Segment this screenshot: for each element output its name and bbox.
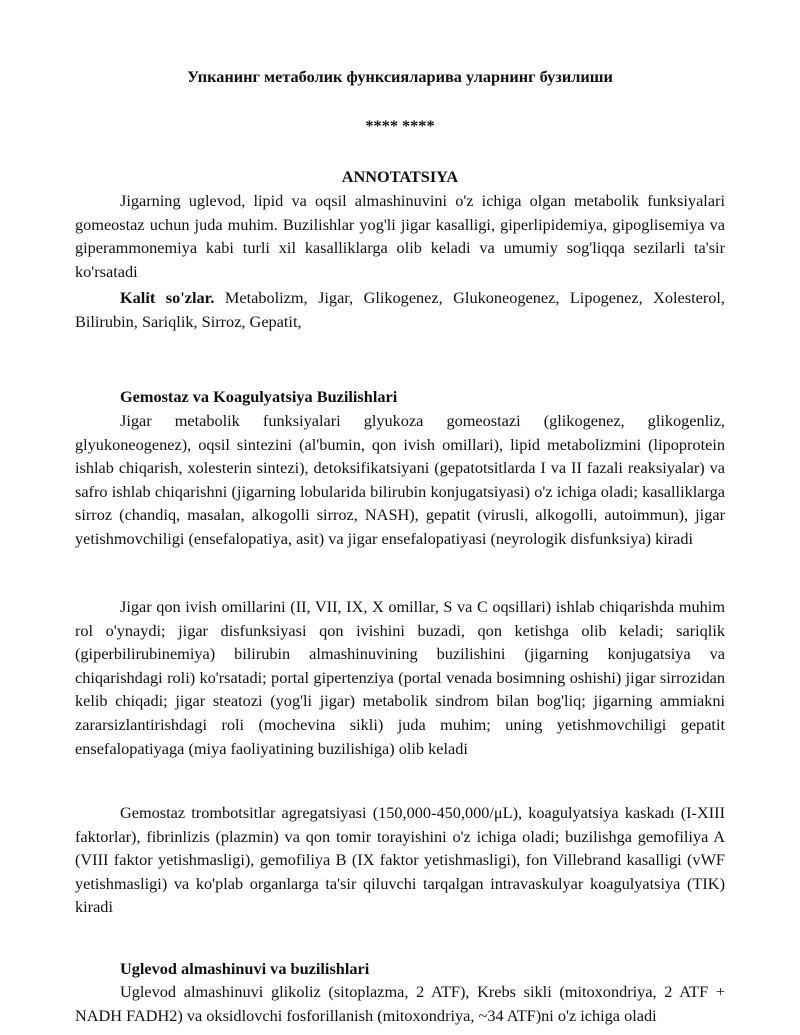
- section-heading-carbohydrate: Uglevod almashinuvi va buzilishlari: [120, 959, 370, 978]
- section-paragraph: Jigar qon ivish omillarini (II, VII, IX, X omillar, S va C oqsillari) ishlab chiqarishda muhim rol o'ynaydi; jigar disfunksiyasi qon ivishini buzadi, qon ketishga olib keladi; sariqlik (giperbilirubinemiya) bilirubin almashinuvining buzilishini (jigarning konjugatsiya va chiqarishdagi roli) ko'rsatadi; portal gipertenziya (portal venada bosimning oshishi) jigar sirrozidan kelib chiqadi; jigar steatozi (yog'li jigar) metabolik sindrom bilan bog'liq; jigarning ammiakni zararsizlantirishdagi roli (mochevina sikli) juda muhim; uning yetishmovchiligi gepatit ensefalopatiyaga (miya faoliyatining buzilishiga) olib keladi: [75, 597, 725, 758]
- annotation-text: Jigarning uglevod, lipid va oqsil almashinuvini o'z ichiga olgan metabolik funksiyalari gomeostaz uchun juda muhim. Buzilishlar yog'li jigar kasalligi, giperlipidemiya, gipoglisemiya va giperammonemiya kabi turli xil kasalliklarga olib keladi va umumiy sog'liqqa sezilarli ta'sir ko'rsatadi: [75, 191, 725, 281]
- section-heading-hemostasis: Gemostaz va Koagulyatsiya Buzilishlari: [120, 387, 398, 406]
- section-paragraph: Gemostaz trombotsitlar agregatsiyasi (150,000-450,000/μL), koagulyatsiya kaskadı (I-XIII faktorlar), fibrinlizis (plazmin) va qon tomir torayishini o'z ichiga oladi; buzilishga gemofiliya A (VIII faktor yetishmasligi), gemofiliya B (IX faktor yetishmasligi), fon Villebrand kasalligi (vWF yetishmasligi) va ko'plab organlarga ta'sir qiluvchi tarqalgan intravaskulyar koagulyatsiya (TIK) kiradi: [75, 803, 725, 917]
- annotation-heading: ANNOTATSIYA: [341, 167, 459, 186]
- keywords-label: Kalit so'zlar.: [120, 288, 215, 307]
- document-authors: **** ****: [365, 116, 435, 135]
- section-paragraph: Uglevod almashinuvi glikoliz (sitoplazma, 2 ATF), Krebs sikli (mitoxondriya, 2 ATF + NADH FADH2) va oksidlovchi fosforillanish (mitoxondriya, ~34 ATF)ni o'z ichiga oladi: [75, 982, 725, 1025]
- section-paragraph: Jigar metabolik funksiyalari glyukoza gomeostazi (glikogenez, glikogenliz, glyukoneogenez), oqsil sintezini (al'bumin, qon ivish omillari), lipid metabolizmini (lipoprotein ishlab chiqarish, xolesterin sintezi), detoksifikatsiyani (gepatotsitlarda I va II fazali reaksiyalar) va safro ishlab chiqarishni (jigarning lobularida bilirubin konjugatsiyasi) o'z ichiga oladi; kasalliklarga sirroz (chandiq, masalan, alkogolli sirroz, NASH), gepatit (virusli, alkogolli, autoimmun), jigar yetishmovchiligi (ensefalopatiya, asit) va jigar ensefalopatiyasi (neyrologik disfunksiya) kiradi: [75, 411, 725, 548]
- keywords-text: Metabolizm, Jigar, Glikogenez, Glukoneogenez, Lipogenez, Xolesterol, Bilirubin, Sariqlik, Sirroz, Gepatit,: [75, 288, 725, 331]
- document-title: Упканинг метаболик функсияларива уларнинг бузилиши: [187, 67, 613, 86]
- keywords-paragraph: [75, 286, 725, 333]
